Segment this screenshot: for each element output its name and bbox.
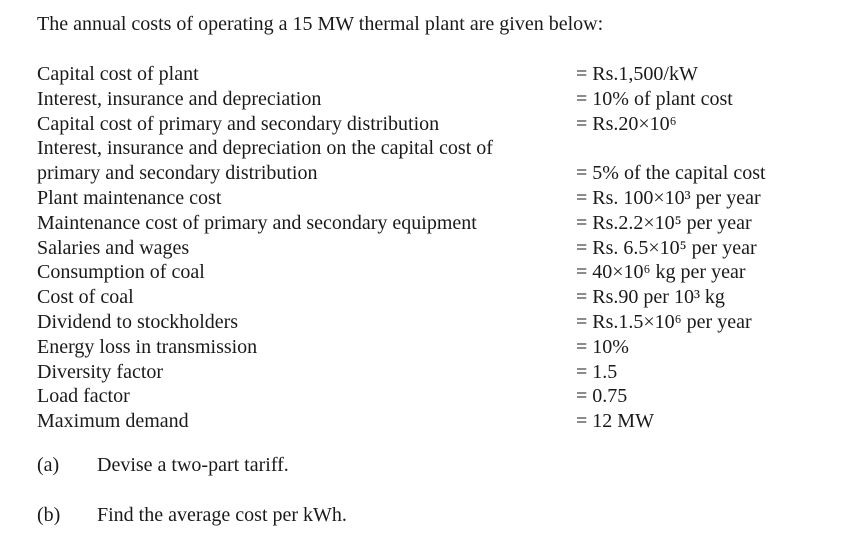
row-value: = Rs.1,500/kW	[576, 63, 698, 85]
table-row	[37, 161, 827, 186]
row-label: Interest, insurance and depreciation on the capital cost of	[37, 137, 493, 160]
row-label: Cost of coal	[37, 286, 134, 309]
table-row	[37, 112, 827, 137]
row-label: Maintenance cost of primary and secondary equipment	[37, 211, 477, 234]
table-row	[37, 335, 827, 360]
table-row	[37, 360, 827, 385]
row-label: Dividend to stockholders	[37, 310, 239, 333]
problem-intro: The annual costs of operating a 15 MW thermal plant are given below:	[37, 13, 604, 35]
row-label: Load factor	[37, 385, 130, 408]
row-label: Consumption of coal	[37, 261, 205, 284]
row-label: Capital cost of plant	[37, 63, 199, 85]
row-value: = Rs.90 per 10³ kg	[576, 286, 725, 309]
row-value: = Rs. 100×10³ per year	[576, 186, 761, 209]
cost-table	[37, 62, 827, 434]
table-row	[37, 211, 827, 236]
table-row	[37, 87, 827, 112]
table-row	[37, 285, 827, 310]
question-text: Devise a two-part tariff.	[97, 454, 289, 476]
row-value: = 0.75	[576, 385, 628, 408]
row-value: = 1.5	[576, 360, 618, 383]
row-label: Capital cost of primary and secondary distribution	[37, 112, 440, 135]
row-value: = 10% of plant cost	[576, 87, 733, 110]
question-text: Find the average cost per kWh.	[97, 504, 347, 526]
row-label: Plant maintenance cost	[37, 186, 222, 209]
row-value: = Rs.1.5×10⁶ per year	[576, 310, 752, 333]
row-value: = 12 MW	[576, 410, 654, 433]
question-label: (a)	[37, 454, 60, 476]
table-row	[37, 260, 827, 285]
row-label: Maximum demand	[37, 410, 189, 433]
row-label: Diversity factor	[37, 360, 164, 383]
row-value: = 10%	[576, 335, 629, 358]
table-row	[37, 186, 827, 211]
row-value: = 40×10⁶ kg per year	[576, 261, 746, 284]
table-row	[37, 236, 827, 261]
row-value: = Rs. 6.5×10⁵ per year	[576, 236, 757, 259]
row-value: = Rs.2.2×10⁵ per year	[576, 211, 752, 234]
row-value: = Rs.20×10⁶	[576, 112, 677, 135]
table-row	[37, 409, 827, 434]
question-label: (b)	[37, 504, 61, 526]
row-value: = 5% of the capital cost	[576, 162, 766, 185]
table-row	[37, 384, 827, 409]
row-label: Energy loss in transmission	[37, 335, 258, 358]
table-row	[37, 310, 827, 335]
table-row	[37, 136, 827, 161]
row-label: Salaries and wages	[37, 236, 190, 259]
row-label: primary and secondary distribution	[37, 162, 318, 185]
row-label: Interest, insurance and depreciation	[37, 87, 322, 110]
table-row	[37, 62, 827, 87]
